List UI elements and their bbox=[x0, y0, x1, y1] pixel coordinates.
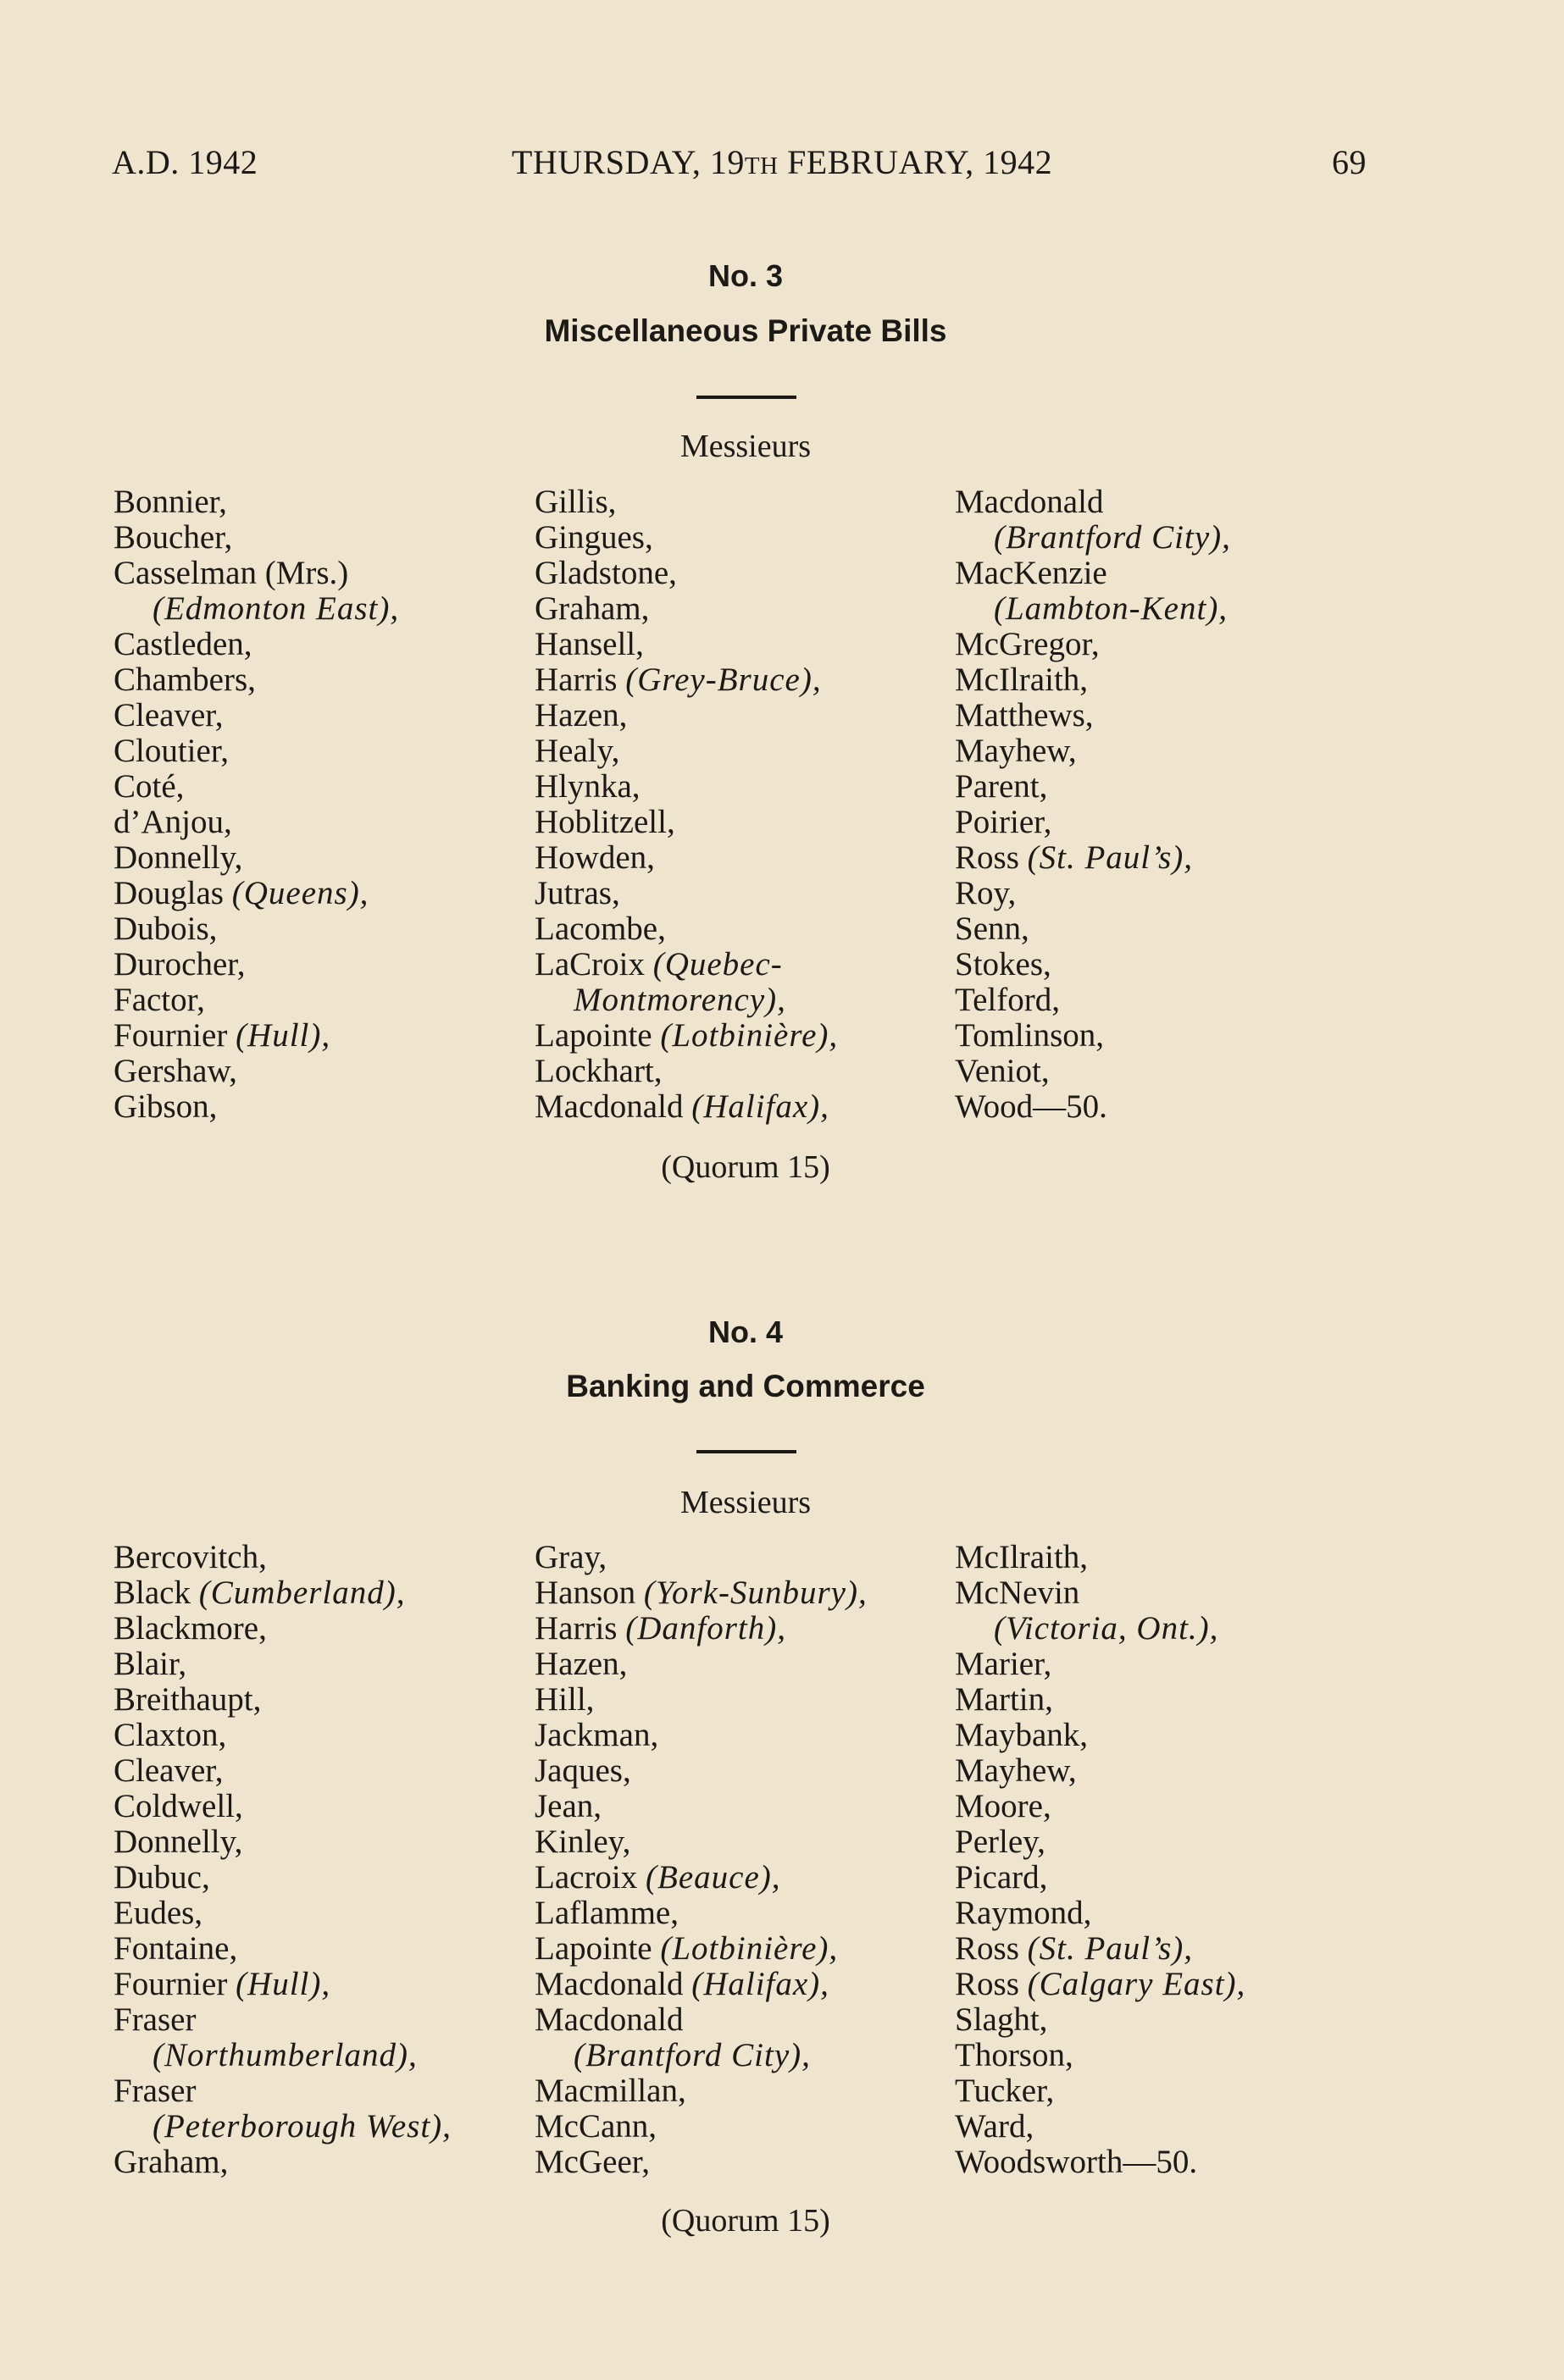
member-name bbox=[955, 698, 1231, 733]
member-name bbox=[535, 2073, 868, 2109]
member-surname: MacKenzie bbox=[955, 555, 1107, 591]
member-name bbox=[955, 556, 1231, 591]
member-constituency: (Victoria, Ont.), bbox=[994, 1610, 1219, 1647]
member-name bbox=[535, 840, 838, 876]
member-name bbox=[114, 1860, 452, 1896]
member-name bbox=[955, 627, 1231, 662]
member-name bbox=[535, 733, 838, 769]
member-surname: Thorson, bbox=[955, 2037, 1073, 2073]
member-name bbox=[955, 1611, 1245, 1647]
member-name bbox=[535, 2038, 868, 2073]
member-surname: Gladstone, bbox=[535, 555, 677, 591]
member-surname: Tucker, bbox=[955, 2073, 1055, 2109]
member-name bbox=[114, 733, 399, 769]
member-column-3 bbox=[955, 484, 1231, 1125]
member-name bbox=[114, 1575, 452, 1611]
member-constituency: (Northumberland), bbox=[153, 2037, 418, 2073]
member-surname: Durocher, bbox=[114, 946, 246, 982]
messieurs-label: Messieurs bbox=[679, 1485, 812, 1520]
member-surname: Jaques, bbox=[535, 1752, 631, 1789]
member-name bbox=[114, 840, 399, 876]
member-name bbox=[114, 1931, 452, 1967]
member-surname: Fraser bbox=[114, 2073, 197, 2109]
member-name bbox=[535, 1611, 868, 1647]
member-name bbox=[114, 662, 399, 698]
member-surname: Laflamme, bbox=[535, 1895, 679, 1931]
member-name bbox=[114, 805, 399, 840]
member-name bbox=[114, 982, 399, 1018]
member-name bbox=[955, 1647, 1245, 1682]
member-name bbox=[955, 1540, 1245, 1575]
member-constituency: (Hull), bbox=[236, 1017, 331, 1054]
member-surname: McNevin bbox=[955, 1575, 1080, 1611]
member-surname: Lapointe bbox=[535, 1930, 661, 1967]
member-name bbox=[535, 2145, 868, 2180]
section-number: No. 3 bbox=[707, 258, 783, 293]
member-constituency: (Danforth), bbox=[625, 1610, 786, 1647]
member-name bbox=[955, 769, 1231, 805]
member-surname: Gibson, bbox=[114, 1088, 218, 1125]
member-name bbox=[114, 1018, 399, 1054]
member-name bbox=[114, 2073, 452, 2109]
member-surname: Bercovitch, bbox=[114, 1539, 267, 1575]
member-name bbox=[535, 1824, 868, 1860]
member-name bbox=[535, 591, 838, 627]
member-surname: Factor, bbox=[114, 982, 205, 1018]
header-year: A.D. 1942 bbox=[112, 143, 258, 181]
member-surname: Douglas bbox=[114, 875, 232, 911]
member-surname: Hansell, bbox=[535, 626, 644, 662]
member-surname: Eudes, bbox=[114, 1895, 203, 1931]
member-surname: Raymond, bbox=[955, 1895, 1092, 1931]
member-name bbox=[955, 662, 1231, 698]
member-name bbox=[535, 520, 838, 556]
member-name bbox=[955, 1054, 1231, 1089]
member-surname: McGeer, bbox=[535, 2144, 650, 2180]
member-surname: Macdonald bbox=[535, 2001, 684, 2038]
member-constituency: (Lotbinière), bbox=[660, 1017, 839, 1054]
member-surname: Mayhew, bbox=[955, 1752, 1077, 1789]
member-name bbox=[114, 698, 399, 733]
member-surname: Macdonald bbox=[535, 1966, 692, 2002]
member-constituency: Montmorency), bbox=[574, 982, 786, 1018]
member-surname: Macdonald bbox=[535, 1088, 692, 1125]
member-surname: Lapointe bbox=[535, 1017, 661, 1054]
member-name bbox=[535, 1540, 868, 1575]
member-constituency: (Cumberland), bbox=[198, 1575, 406, 1611]
member-name bbox=[955, 2145, 1245, 2180]
member-name bbox=[955, 1931, 1245, 1967]
member-constituency: (Calgary East), bbox=[1027, 1966, 1246, 2002]
member-surname: Graham, bbox=[535, 590, 650, 627]
member-surname: Breithaupt, bbox=[114, 1681, 262, 1718]
member-name bbox=[955, 1860, 1245, 1896]
member-name bbox=[955, 840, 1231, 876]
member-name bbox=[955, 591, 1231, 627]
member-surname: Hanson bbox=[535, 1575, 644, 1611]
member-name bbox=[535, 1967, 868, 2002]
header-date-pre: THURSDAY, 19 bbox=[511, 143, 745, 181]
member-surname: Picard, bbox=[955, 1859, 1048, 1896]
member-name bbox=[535, 662, 838, 698]
member-surname: Macmillan, bbox=[535, 2073, 686, 2109]
member-surname: d’Anjou, bbox=[114, 804, 232, 840]
member-surname: Hoblitzell, bbox=[535, 804, 675, 840]
member-name bbox=[114, 1824, 452, 1860]
member-surname: Parent, bbox=[955, 768, 1048, 805]
member-name bbox=[114, 591, 399, 627]
member-surname: McCann, bbox=[535, 2108, 657, 2145]
section-title: Miscellaneous Private Bills bbox=[544, 313, 947, 348]
member-name bbox=[955, 1753, 1245, 1789]
member-name bbox=[114, 1682, 452, 1718]
member-surname: Coté, bbox=[114, 768, 185, 805]
member-name bbox=[114, 1611, 452, 1647]
member-name bbox=[535, 484, 838, 520]
member-constituency: (Brantford City), bbox=[574, 2037, 811, 2073]
member-surname: Hazen, bbox=[535, 1646, 628, 1682]
member-name bbox=[535, 1860, 868, 1896]
member-surname: Gray, bbox=[535, 1539, 607, 1575]
member-name bbox=[535, 1682, 868, 1718]
member-name bbox=[535, 2002, 868, 2038]
member-column-1 bbox=[114, 1540, 452, 2180]
member-surname: Gingues, bbox=[535, 519, 653, 556]
member-name bbox=[114, 769, 399, 805]
member-surname: Fournier bbox=[114, 1966, 236, 2002]
member-name bbox=[535, 1054, 838, 1089]
page-number: 69 bbox=[1332, 143, 1367, 181]
member-name bbox=[114, 1896, 452, 1931]
member-constituency: (St. Paul’s), bbox=[1027, 839, 1193, 876]
member-constituency: (Lambton-Kent), bbox=[994, 590, 1228, 627]
member-name bbox=[955, 733, 1231, 769]
member-surname: Tomlinson, bbox=[955, 1017, 1105, 1054]
member-name bbox=[955, 1575, 1245, 1611]
member-surname: Kinley, bbox=[535, 1824, 631, 1860]
member-surname: Donnelly, bbox=[114, 1824, 243, 1860]
member-name bbox=[535, 947, 838, 982]
member-surname: Fournier bbox=[114, 1017, 236, 1054]
member-surname: Black bbox=[114, 1575, 199, 1611]
member-surname: Martin, bbox=[955, 1681, 1053, 1718]
member-surname: Senn, bbox=[955, 910, 1029, 947]
member-name bbox=[535, 627, 838, 662]
member-name bbox=[114, 947, 399, 982]
member-surname: Donnelly, bbox=[114, 839, 243, 876]
member-name bbox=[955, 1089, 1231, 1125]
member-constituency: (Grey-Bruce), bbox=[625, 661, 822, 698]
member-name bbox=[535, 1753, 868, 1789]
member-surname: Healy, bbox=[535, 733, 620, 769]
member-surname: Veniot, bbox=[955, 1053, 1050, 1089]
member-surname: Ross bbox=[955, 1966, 1028, 2002]
member-surname: McIlraith, bbox=[955, 661, 1089, 698]
member-name bbox=[535, 556, 838, 591]
member-name bbox=[535, 911, 838, 947]
member-name bbox=[955, 1682, 1245, 1718]
member-name bbox=[114, 2145, 452, 2180]
member-surname: Marier, bbox=[955, 1646, 1052, 1682]
member-constituency: (Queens), bbox=[231, 875, 369, 911]
member-name bbox=[535, 1575, 868, 1611]
member-surname: Fontaine, bbox=[114, 1930, 238, 1967]
member-surname: Claxton, bbox=[114, 1717, 227, 1753]
member-name bbox=[955, 876, 1231, 911]
member-name bbox=[114, 911, 399, 947]
member-name bbox=[114, 1753, 452, 1789]
member-surname: Hazen, bbox=[535, 697, 628, 733]
member-name bbox=[955, 484, 1231, 520]
member-name bbox=[535, 805, 838, 840]
messieurs-label: Messieurs bbox=[679, 429, 812, 464]
member-name bbox=[114, 556, 399, 591]
member-surname: McIlraith, bbox=[955, 1539, 1089, 1575]
member-name bbox=[955, 911, 1231, 947]
member-surname: McGregor, bbox=[955, 626, 1100, 662]
member-surname: Jackman, bbox=[535, 1717, 659, 1753]
member-surname: Bonnier, bbox=[114, 484, 227, 520]
member-name bbox=[114, 876, 399, 911]
member-name bbox=[114, 1054, 399, 1089]
member-surname: Moore, bbox=[955, 1788, 1051, 1824]
member-name bbox=[535, 769, 838, 805]
member-surname: Woodsworth—50. bbox=[955, 2144, 1198, 2180]
member-name bbox=[955, 1824, 1245, 1860]
member-name bbox=[955, 2002, 1245, 2038]
section-number: No. 4 bbox=[707, 1315, 783, 1349]
member-name bbox=[535, 698, 838, 733]
member-surname: Lockhart, bbox=[535, 1053, 663, 1089]
member-name bbox=[535, 1931, 868, 1967]
member-surname: Mayhew, bbox=[955, 733, 1077, 769]
member-surname: Hlynka, bbox=[535, 768, 641, 805]
member-column-3 bbox=[955, 1540, 1245, 2180]
member-name bbox=[535, 2109, 868, 2145]
member-constituency: (Halifax), bbox=[691, 1966, 829, 2002]
member-surname: Blackmore, bbox=[114, 1610, 267, 1647]
member-constituency: (Halifax), bbox=[691, 1088, 829, 1125]
member-surname: Ross bbox=[955, 839, 1028, 876]
member-surname: LaCroix bbox=[535, 946, 653, 982]
section-divider bbox=[696, 396, 796, 399]
member-surname: Cleaver, bbox=[114, 697, 224, 733]
member-name bbox=[955, 805, 1231, 840]
quorum-note: (Quorum 15) bbox=[661, 2203, 830, 2239]
member-name bbox=[535, 1718, 868, 1753]
member-surname: Howden, bbox=[535, 839, 655, 876]
member-surname: Graham, bbox=[114, 2144, 229, 2180]
member-constituency: (Brantford City), bbox=[994, 519, 1231, 556]
member-surname: Lacroix bbox=[535, 1859, 646, 1896]
member-name bbox=[955, 1018, 1231, 1054]
member-constituency: (York-Sunbury), bbox=[643, 1575, 868, 1611]
member-column-1 bbox=[114, 484, 399, 1125]
member-name bbox=[955, 2038, 1245, 2073]
member-name bbox=[955, 982, 1231, 1018]
header-date-post: FEBRUARY, 1942 bbox=[778, 143, 1053, 181]
member-surname: Gershaw, bbox=[114, 1053, 237, 1089]
member-name bbox=[955, 1718, 1245, 1753]
member-name bbox=[114, 2002, 452, 2038]
member-surname: Blair, bbox=[114, 1646, 187, 1682]
member-surname: Harris bbox=[535, 661, 626, 698]
member-name bbox=[955, 2109, 1245, 2145]
member-name bbox=[114, 1540, 452, 1575]
member-surname: Poirier, bbox=[955, 804, 1052, 840]
quorum-note: (Quorum 15) bbox=[661, 1149, 830, 1185]
member-surname: Lacombe, bbox=[535, 910, 666, 947]
member-surname: Maybank, bbox=[955, 1717, 1089, 1753]
member-name bbox=[114, 1089, 399, 1125]
section-title: Banking and Commerce bbox=[566, 1369, 925, 1403]
member-surname: Telford, bbox=[955, 982, 1060, 1018]
member-name bbox=[535, 1089, 838, 1125]
member-surname: Matthews, bbox=[955, 697, 1094, 733]
member-constituency: (St. Paul’s), bbox=[1027, 1930, 1193, 1967]
member-name bbox=[535, 1896, 868, 1931]
member-surname: Perley, bbox=[955, 1824, 1045, 1860]
member-constituency: (Beauce), bbox=[646, 1859, 781, 1896]
member-name bbox=[535, 876, 838, 911]
member-surname: Stokes, bbox=[955, 946, 1051, 982]
member-column-2 bbox=[535, 484, 838, 1125]
member-surname: Harris bbox=[535, 1610, 626, 1647]
member-surname: Hill, bbox=[535, 1681, 595, 1718]
member-surname: Slaght, bbox=[955, 2001, 1048, 2038]
member-constituency: (Peterborough West), bbox=[153, 2108, 452, 2145]
member-surname: Jutras, bbox=[535, 875, 620, 911]
member-surname: Cleaver, bbox=[114, 1752, 224, 1789]
member-name bbox=[114, 1967, 452, 2002]
member-name bbox=[114, 1647, 452, 1682]
member-name bbox=[114, 627, 399, 662]
member-constituency: (Lotbinière), bbox=[660, 1930, 839, 1967]
member-name bbox=[535, 1647, 868, 1682]
member-name bbox=[114, 1718, 452, 1753]
header-date-sup: TH bbox=[744, 152, 779, 180]
member-surname: Wood—50. bbox=[955, 1088, 1107, 1125]
member-surname: Macdonald bbox=[955, 484, 1104, 520]
member-surname: Fraser bbox=[114, 2001, 197, 2038]
member-name bbox=[955, 1789, 1245, 1824]
section-divider bbox=[696, 1450, 796, 1453]
member-name bbox=[114, 2038, 452, 2073]
member-surname: Jean, bbox=[535, 1788, 602, 1824]
member-name bbox=[535, 1789, 868, 1824]
header-date bbox=[0, 142, 1564, 182]
member-name bbox=[114, 484, 399, 520]
member-name bbox=[114, 1789, 452, 1824]
member-surname: Dubois, bbox=[114, 910, 218, 947]
member-surname: Chambers, bbox=[114, 661, 256, 698]
member-surname: Roy, bbox=[955, 875, 1017, 911]
member-surname: Cloutier, bbox=[114, 733, 230, 769]
member-constituency: (Hull), bbox=[236, 1966, 331, 2002]
member-constituency: (Edmonton East), bbox=[153, 590, 400, 627]
member-surname: Boucher, bbox=[114, 519, 233, 556]
member-name bbox=[535, 1018, 838, 1054]
member-name bbox=[114, 2109, 452, 2145]
member-name bbox=[114, 520, 399, 556]
member-name bbox=[535, 982, 838, 1018]
member-name bbox=[955, 947, 1231, 982]
member-column-2 bbox=[535, 1540, 868, 2180]
member-name bbox=[955, 2073, 1245, 2109]
member-surname: Ross bbox=[955, 1930, 1028, 1967]
member-surname: Casselman (Mrs.) bbox=[114, 555, 349, 591]
member-constituency: (Quebec- bbox=[652, 946, 783, 982]
member-surname: Coldwell, bbox=[114, 1788, 243, 1824]
member-surname: Ward, bbox=[955, 2108, 1034, 2145]
member-name bbox=[955, 520, 1231, 556]
member-surname: Castleden, bbox=[114, 626, 252, 662]
member-surname: Gillis, bbox=[535, 484, 617, 520]
member-name bbox=[955, 1967, 1245, 2002]
member-name bbox=[955, 1896, 1245, 1931]
member-surname: Dubuc, bbox=[114, 1859, 210, 1896]
